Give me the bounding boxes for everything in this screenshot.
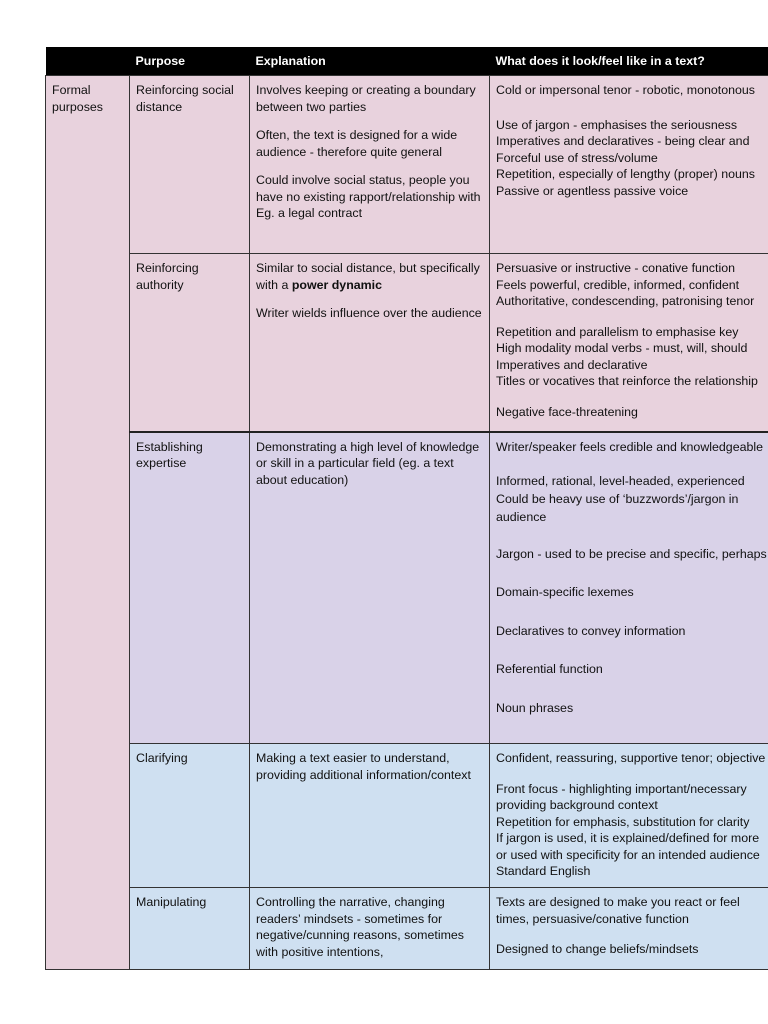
explanation-text: Eg. a legal contract: [256, 206, 363, 220]
feature-text: If jargon is used, it is explained/defined for more: [496, 831, 760, 845]
header-features: What does it look/feel like in a text?: [490, 47, 768, 76]
feature-text: Authoritative, condescending, patronising tenor: [496, 294, 755, 308]
feature-text: Noun phrases: [496, 700, 574, 715]
feature-text: Designed to change beliefs/mindsets: [496, 942, 699, 956]
explanation-text: Making a text easier to understand, providing additional information/context: [256, 751, 471, 782]
header-purpose: Purpose: [130, 47, 250, 76]
feature-text: Cold or impersonal tenor - robotic, monotonous: [496, 83, 755, 97]
purpose-cell: Reinforcing social distance: [130, 76, 250, 254]
features-cell: [490, 76, 768, 254]
header-row: [46, 47, 768, 76]
features-cell: [490, 254, 768, 432]
features-cell: [490, 744, 768, 888]
feature-text: Titles or vocatives that reinforce the relationship: [496, 374, 758, 388]
explanation-bold-text: power dynamic: [291, 277, 383, 292]
feature-text: Domain-specific lexemes: [496, 585, 634, 600]
table-row: [46, 888, 768, 970]
explanation-cell: [250, 744, 490, 888]
feature-text: Repetition for emphasis, substitution for clarity: [496, 814, 750, 829]
purpose-cell: Clarifying: [130, 744, 250, 888]
purpose-cell: Establishing expertise: [130, 432, 250, 744]
feature-text: Feels powerful, credible, informed, confident: [496, 277, 740, 292]
header-explanation: Explanation: [250, 47, 490, 76]
feature-text: Use of jargon - emphasises the seriousness: [496, 117, 738, 132]
feature-text: Passive or agentless passive voice: [496, 183, 689, 198]
explanation-text: Demonstrating a high level of knowledge or skill in a particular field (eg. a text about education): [256, 439, 480, 487]
explanation-text: Often, the text is designed for a wide audience - therefore quite general: [256, 128, 458, 159]
purpose-cell: Reinforcing authority: [130, 254, 250, 432]
explanation-text: Controlling the narrative, changing readers’ mindsets - sometimes for negative/cunning reasons, sometimes with positive intentions,: [256, 895, 465, 959]
feature-text: Imperatives and declaratives - being clear and: [496, 134, 750, 148]
feature-text: audience: [496, 510, 547, 525]
purpose-cell: Manipulating: [130, 888, 250, 970]
table-row: [46, 744, 768, 888]
explanation-cell: [250, 888, 490, 970]
explanation-text-part: Similar to social distance, but specifically with a: [256, 261, 480, 292]
feature-text: Informed, rational, level-headed, experienced: [496, 474, 745, 488]
feature-text: times, persuasive/conative function: [496, 911, 689, 926]
explanation-cell: [250, 76, 490, 254]
explanation-text: [256, 260, 483, 293]
feature-text: Declaratives to convey information: [496, 623, 686, 638]
feature-text: Front focus - highlighting important/necessary: [496, 781, 747, 796]
feature-text: Writer/speaker feels credible and knowledgeable: [496, 439, 764, 454]
explanation-cell: [250, 432, 490, 744]
features-cell: [490, 432, 768, 744]
feature-text: Referential function: [496, 662, 603, 677]
table-row: [46, 76, 768, 254]
feature-text: Texts are designed to make you react or feel: [496, 895, 740, 909]
purposes-table: [45, 47, 768, 970]
feature-text: Jargon - used to be precise and specific, perhaps: [496, 546, 767, 561]
group-label: Formal purposes: [46, 76, 130, 970]
document-page: [45, 47, 768, 971]
feature-text: Forceful use of stress/volume: [496, 150, 658, 165]
feature-text: Imperatives and declarative: [496, 357, 648, 372]
features-cell: [490, 888, 768, 970]
feature-text: High modality modal verbs - must, will, should: [496, 341, 748, 355]
feature-text: Repetition and parallelism to emphasise key: [496, 324, 739, 339]
explanation-text: Could involve social status, people you have no existing rapport/relationship with: [256, 173, 481, 204]
explanation-cell: [250, 254, 490, 432]
feature-text: Negative face-threatening: [496, 404, 638, 419]
table-row: [46, 432, 768, 744]
feature-text: Could be heavy use of ‘buzzwords’/jargon in: [496, 491, 739, 506]
feature-text: Persuasive or instructive - conative function: [496, 261, 735, 275]
explanation-text: Involves keeping or creating a boundary between two parties: [256, 83, 476, 114]
table-row: [46, 254, 768, 432]
feature-text: Standard English: [496, 864, 591, 878]
feature-text: Repetition, especially of lengthy (proper) nouns: [496, 167, 755, 181]
feature-text: providing background context: [496, 798, 658, 812]
explanation-text: Writer wields influence over the audience: [256, 306, 482, 320]
header-blank: [46, 47, 130, 76]
feature-text: or used with specificity for an intended audience: [496, 847, 760, 862]
feature-text: Confident, reassuring, supportive tenor; objective: [496, 751, 766, 765]
